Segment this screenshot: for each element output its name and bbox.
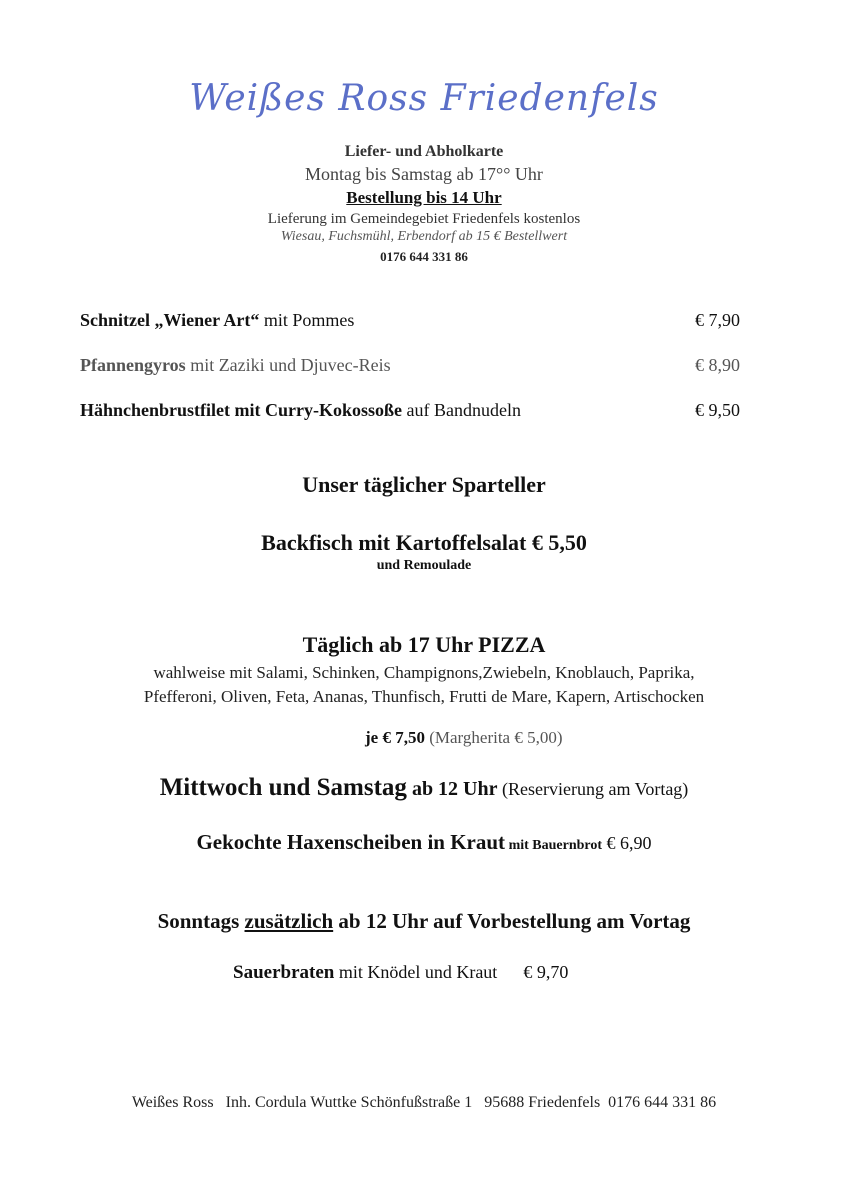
menu-item [80, 400, 740, 421]
spar-heading: Unser täglicher Sparteller [302, 472, 546, 497]
delivery-free-note: Lieferung im Gemeindegebiet Friedenfels kostenlos [267, 211, 581, 227]
wed-sat-time: ab 12 Uhr [406, 778, 498, 800]
wed-sat-days: Mittwoch und Samstag [159, 774, 407, 801]
menu-item-name: Hähnchenbrustfilet mit Curry-Kokossoße [80, 400, 403, 420]
sunday-underlined: zusätzlich [244, 909, 334, 933]
sunday-dish [233, 962, 568, 984]
menu-subtitle: Liefer- und Abholkarte [344, 143, 504, 160]
menu-item-price: € 9,50 [695, 400, 740, 420]
wed-sat-dish-side: mit Bauernbrot [505, 838, 603, 853]
opening-hours: Montag bis Samstag ab 17°° Uhr [305, 164, 543, 184]
phone-number: 0176 644 331 86 [380, 249, 468, 264]
pizza-toppings-line1: wahlweise mit Salami, Schinken, Champignons,Zwiebeln, Knoblauch, Paprika, [153, 663, 695, 682]
pizza-toppings-line2: Pfefferoni, Oliven, Feta, Ananas, Thunfisch, Frutti de Mare, Kapern, Artischocken [143, 687, 705, 706]
menu-item-price: € 8,90 [695, 355, 740, 375]
wed-sat-dish-price: € 6,90 [602, 833, 652, 853]
sunday-suffix: ab 12 Uhr auf Vorbestellung am Vortag [333, 909, 691, 933]
sunday-heading [0, 909, 848, 934]
menu-item [80, 355, 740, 376]
wed-sat-heading [0, 774, 848, 802]
sunday-dish-side: mit Knödel und Kraut [334, 962, 498, 982]
order-deadline: Bestellung bis 14 Uhr [346, 188, 502, 207]
spar-dish-note: und Remoulade [376, 558, 472, 573]
menu-item-side: auf Bandnudeln [402, 400, 521, 420]
menu-item-price: € 7,90 [695, 310, 740, 330]
menu-item [80, 310, 740, 331]
menu-item-side: mit Pommes [259, 310, 355, 330]
sunday-prefix: Sonntags [157, 909, 245, 933]
wed-sat-dish [0, 830, 848, 855]
restaurant-title: Weißes Ross Friedenfels [189, 78, 659, 119]
delivery-other-note: Wiesau, Fuchsmühl, Erbendorf ab 15 € Bestellwert [280, 229, 568, 244]
wed-sat-note: (Reservierung am Vortag) [497, 779, 689, 799]
pizza-price-note: (Margherita € 5,00) [424, 728, 563, 747]
pizza-price [365, 728, 563, 748]
pizza-heading: Täglich ab 17 Uhr PIZZA [302, 632, 546, 657]
footer-address: Weißes Ross Inh. Cordula Wuttke Schönfußstraße 1 95688 Friedenfels 0176 644 331 86 [131, 1094, 717, 1111]
menu-item-name: Pfannengyros [80, 355, 186, 375]
menu-item-side: mit Zaziki und Djuvec-Reis [185, 355, 391, 375]
spar-dish: Backfisch mit Kartoffelsalat € 5,50 [261, 530, 587, 555]
wed-sat-dish-name: Gekochte Haxenscheiben in Kraut [196, 830, 506, 854]
sunday-dish-name: Sauerbraten [233, 962, 335, 983]
pizza-price-main: je € 7,50 [365, 728, 425, 747]
sunday-dish-price: € 9,70 [523, 962, 569, 982]
menu-item-name: Schnitzel „Wiener Art“ [80, 310, 260, 330]
